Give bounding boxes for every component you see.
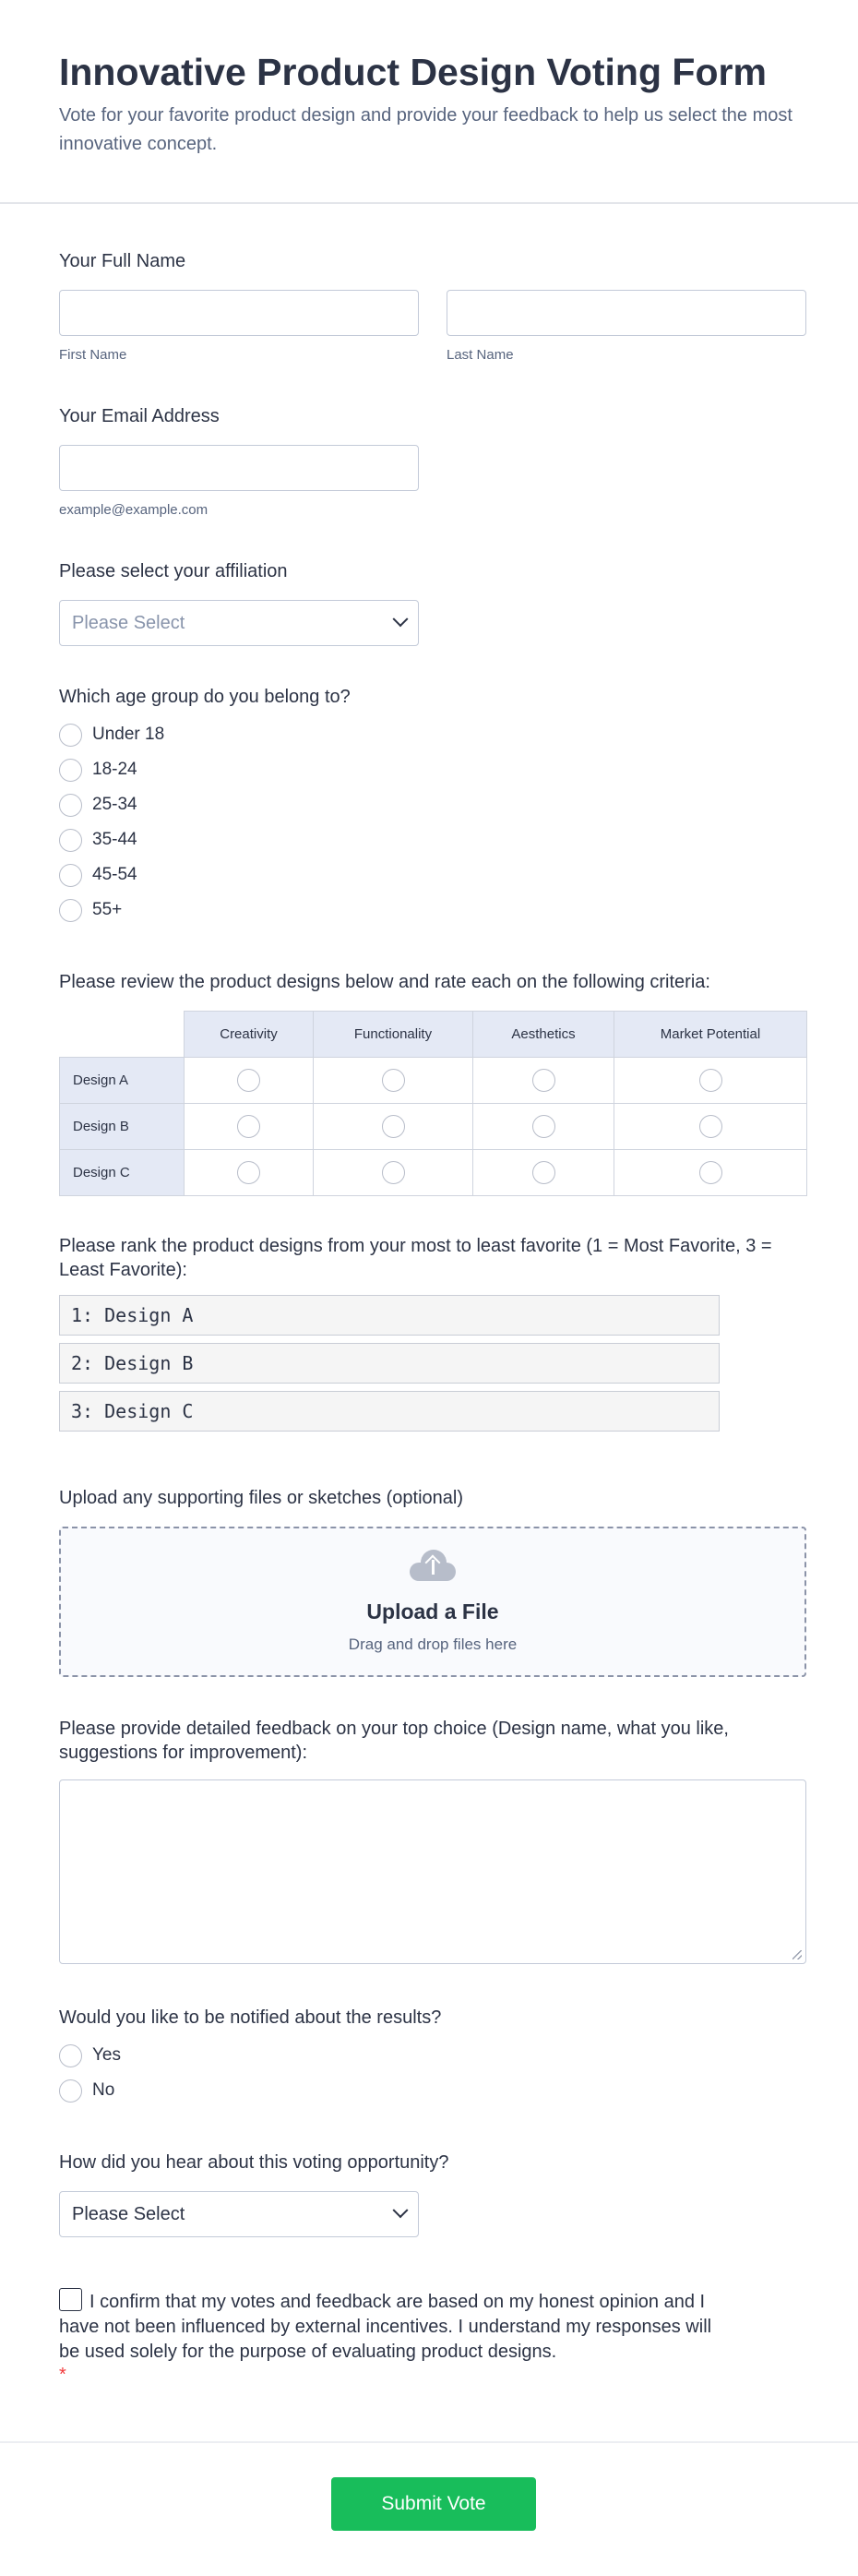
matrix-radio[interactable]: [382, 1115, 405, 1138]
email-input[interactable]: [59, 445, 419, 491]
age-option-under-18[interactable]: [59, 717, 351, 752]
affiliation-select[interactable]: [59, 600, 419, 646]
ranking-list: [59, 1295, 806, 1432]
radio-label: 55+: [92, 900, 123, 919]
radio-button[interactable]: [59, 2079, 82, 2103]
submit-button[interactable]: Submit Vote: [331, 2477, 536, 2531]
radio-button[interactable]: [59, 724, 82, 747]
age-option-55-plus[interactable]: [59, 893, 351, 928]
age-option-25-34[interactable]: [59, 787, 351, 822]
feedback-label: Please provide detailed feedback on your top choice (Design name, what you like, suggestions for improvement):: [59, 1719, 729, 1763]
matrix-radio[interactable]: [382, 1161, 405, 1184]
confirm-question: [59, 2288, 723, 2386]
matrix-radio[interactable]: [237, 1069, 260, 1092]
matrix-row-design-b: [60, 1104, 807, 1150]
matrix-radio[interactable]: [532, 1115, 555, 1138]
matrix-row-header: Design A: [60, 1058, 185, 1104]
radio-label: 45-54: [92, 865, 137, 884]
affiliation-question: [59, 559, 419, 646]
full-name-label: Your Full Name: [59, 251, 186, 271]
radio-button[interactable]: [59, 899, 82, 922]
source-selected-value: Please Select: [72, 2203, 185, 2224]
matrix-label: Please review the product designs below and rate each on the following criteria:: [59, 972, 710, 992]
notify-question: [59, 2006, 441, 2108]
chevron-down-icon: [393, 611, 409, 627]
matrix-radio[interactable]: [699, 1161, 722, 1184]
upload-question: [59, 1486, 806, 1677]
matrix-radio[interactable]: [699, 1115, 722, 1138]
radio-button[interactable]: [59, 864, 82, 887]
matrix-radio[interactable]: [532, 1069, 555, 1092]
matrix-corner: [60, 1012, 185, 1058]
matrix-col-header: Market Potential: [614, 1012, 807, 1058]
ranking-item[interactable]: 3: Design C: [59, 1391, 720, 1432]
radio-button[interactable]: [59, 829, 82, 852]
required-mark: *: [59, 2365, 66, 2385]
rating-matrix: [59, 1011, 807, 1196]
cloud-upload-icon: [410, 1550, 456, 1581]
email-sublabel: example@example.com: [59, 502, 209, 518]
radio-button[interactable]: [59, 794, 82, 817]
form-header: [0, 0, 858, 204]
email-question: [59, 404, 419, 518]
full-name-question: [59, 249, 806, 363]
radio-label: 35-44: [92, 830, 137, 849]
ranking-item[interactable]: 2: Design B: [59, 1343, 720, 1384]
matrix-radio[interactable]: [237, 1161, 260, 1184]
age-option-45-54[interactable]: [59, 857, 351, 893]
affiliation-selected-value: Please Select: [72, 612, 185, 633]
radio-button[interactable]: [59, 2044, 82, 2067]
upload-subtitle: Drag and drop files here: [348, 1635, 518, 1653]
notify-option-yes[interactable]: [59, 2038, 441, 2073]
matrix-radio[interactable]: [382, 1069, 405, 1092]
form-title: Innovative Product Design Voting Form: [59, 51, 767, 93]
upload-label: Upload any supporting files or sketches (optional): [59, 1488, 464, 1508]
matrix-radio[interactable]: [699, 1069, 722, 1092]
confirm-checkbox[interactable]: [59, 2288, 82, 2311]
matrix-row-header: Design C: [60, 1150, 185, 1196]
radio-label: Under 18: [92, 725, 165, 744]
radio-label: No: [92, 2080, 115, 2100]
source-question: [59, 2151, 449, 2237]
feedback-question: [59, 1717, 806, 1964]
first-name-sublabel: First Name: [59, 347, 127, 363]
email-label: Your Email Address: [59, 406, 220, 426]
matrix-row-header: Design B: [60, 1104, 185, 1150]
matrix-row-design-c: [60, 1150, 807, 1196]
confirm-text-block: [59, 2288, 723, 2365]
confirm-text: I confirm that my votes and feedback are based on my honest opinion and I have not been influenced by external incentives. I understand my responses will be used solely for the purpose of evaluating product designs.: [59, 2292, 712, 2362]
chevron-down-icon: [393, 2202, 409, 2218]
age-options: [59, 717, 351, 928]
ranking-question: [59, 1234, 806, 1439]
matrix-row-design-a: [60, 1058, 807, 1104]
source-label: How did you hear about this voting opportunity?: [59, 2152, 449, 2173]
matrix-col-header: Functionality: [314, 1012, 473, 1058]
radio-button[interactable]: [59, 759, 82, 782]
upload-title: Upload a File: [366, 1600, 499, 1623]
form-subtitle: Vote for your favorite product design and provide your feedback to help us select the most innovative concept.: [59, 105, 792, 154]
resize-grip-icon[interactable]: [792, 1950, 802, 1959]
matrix-question: [59, 970, 710, 994]
feedback-textarea[interactable]: [59, 1779, 806, 1964]
radio-label: Yes: [92, 2045, 121, 2065]
radio-label: 18-24: [92, 760, 137, 779]
affiliation-label: Please select your affiliation: [59, 561, 288, 581]
first-name-input[interactable]: [59, 290, 419, 336]
notify-option-no[interactable]: [59, 2073, 441, 2108]
last-name-sublabel: Last Name: [447, 347, 514, 363]
age-option-18-24[interactable]: [59, 752, 351, 787]
age-question: [59, 685, 351, 928]
matrix-col-header: Aesthetics: [473, 1012, 614, 1058]
matrix-radio[interactable]: [237, 1115, 260, 1138]
radio-label: 25-34: [92, 795, 137, 814]
matrix-col-header: Creativity: [185, 1012, 314, 1058]
age-option-35-44[interactable]: [59, 822, 351, 857]
matrix-radio[interactable]: [532, 1161, 555, 1184]
form-footer: [0, 2441, 858, 2576]
last-name-input[interactable]: [447, 290, 806, 336]
ranking-item[interactable]: 1: Design A: [59, 1295, 720, 1336]
file-upload-dropzone[interactable]: [59, 1527, 806, 1677]
age-label: Which age group do you belong to?: [59, 687, 351, 707]
source-select[interactable]: [59, 2191, 419, 2237]
notify-label: Would you like to be notified about the results?: [59, 2007, 442, 2028]
ranking-label: Please rank the product designs from your most to least favorite (1 = Most Favorite, 3 = Least Favorite):: [59, 1236, 772, 1280]
